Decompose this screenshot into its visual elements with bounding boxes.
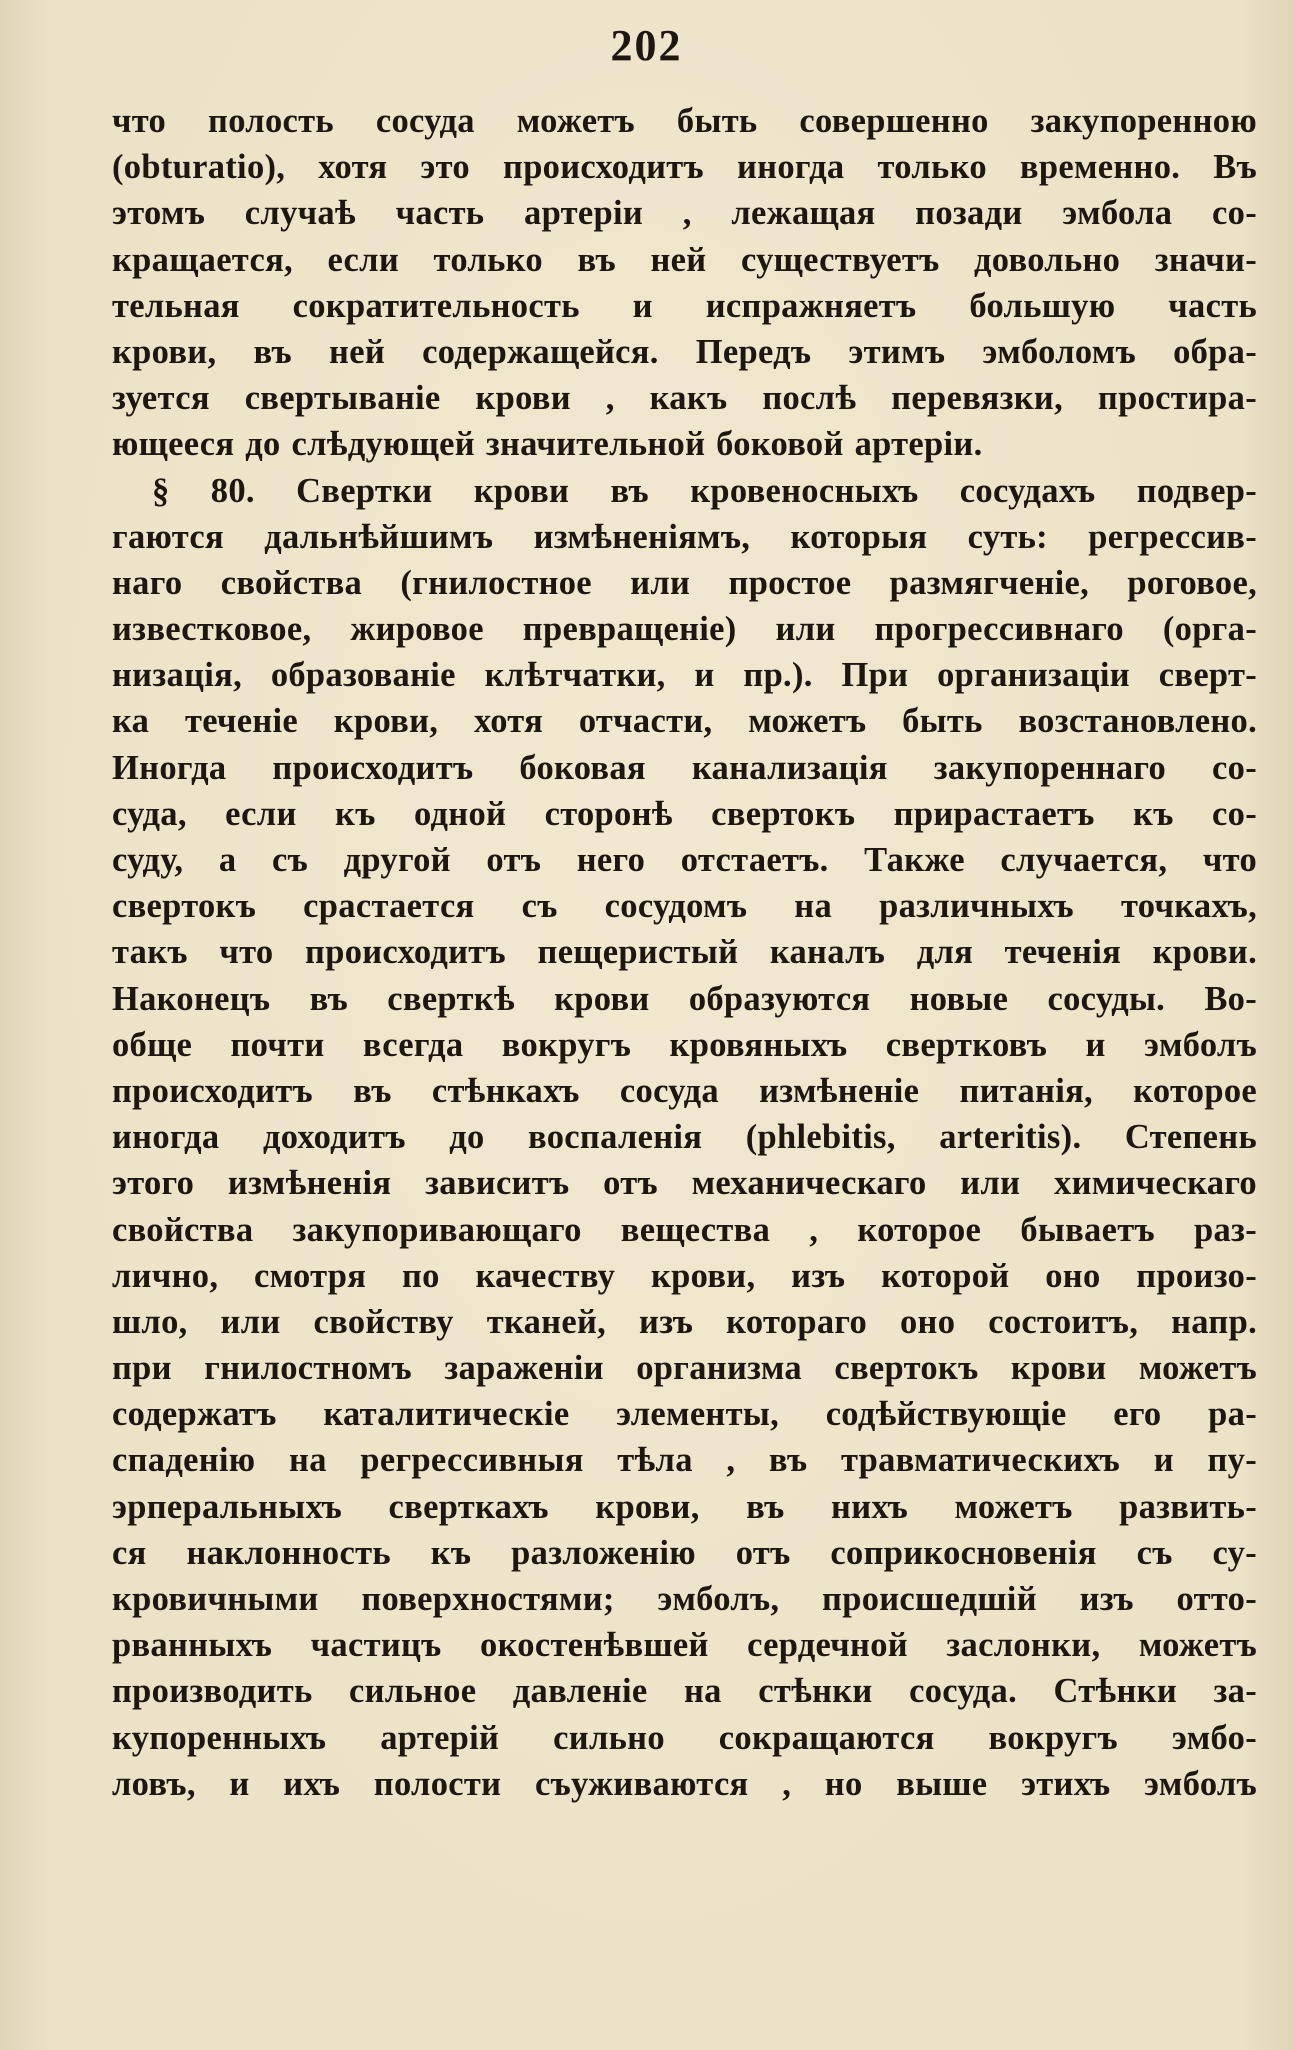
text-line: наго свойства (гнилостное или простое размягченіе, роговое, <box>112 563 1257 602</box>
text-line: ся наклонность къ разложенію отъ соприкосновенія съ су- <box>112 1533 1257 1572</box>
text-line: обще почти всегда вокругъ кровяныхъ свертковъ и эмболъ <box>112 1025 1257 1064</box>
text-line: содержатъ каталитическіе элементы, содѣйствующіе его ра- <box>112 1395 1257 1434</box>
page-number: 202 <box>610 21 683 70</box>
text-line: низація, образованіе клѣтчатки, и пр.). При организаціи сверт- <box>112 656 1257 695</box>
text-line: Наконецъ въ сверткѣ крови образуются новые сосуды. Во- <box>112 979 1257 1018</box>
text-line: ющееся до слѣдующей значительной боковой артеріи. <box>112 425 983 464</box>
paragraph-first-line: § 80. Свертки крови въ кровеносныхъ сосудахъ подвер- <box>152 471 1257 510</box>
text-line: ловъ, и ихъ полости съуживаются , но выше этихъ эмболъ <box>112 1764 1257 1803</box>
text-line: тельная сократительность и испражняетъ большую часть <box>112 286 1257 325</box>
body-text <box>112 98 1257 1807</box>
text-line: свертокъ срастается съ сосудомъ на различныхъ точкахъ, <box>112 887 1257 926</box>
text-line: кровичными поверхностями; эмболъ, происшедшій изъ отто- <box>112 1580 1257 1618</box>
text-line: этого измѣненія зависитъ отъ механическаго или химическаго <box>112 1164 1257 1203</box>
text-line: известковое, жировое превращеніе) или прогрессивнаго (орга- <box>112 610 1257 649</box>
text-line: ка теченіе крови, хотя отчасти, можетъ быть возстановлено. <box>112 702 1257 741</box>
text-line: зуется свертываніе крови , какъ послѣ перевязки, простира- <box>112 379 1257 418</box>
text-line: эрперальныхъ сверткахъ крови, въ нихъ можетъ развить- <box>112 1487 1257 1526</box>
text-line: (obturatio), хотя это происходитъ иногда только временно. Въ <box>112 148 1257 187</box>
text-line: Иногда происходитъ боковая канализація закупореннаго со- <box>112 748 1257 787</box>
text-line: происходитъ въ стѣнкахъ сосуда измѣненіе питанія, которое <box>112 1071 1257 1110</box>
text-line: такъ что происходитъ пещеристый каналъ для теченія крови. <box>112 933 1257 972</box>
text-line: кращается, если только въ ней существуетъ довольно значи- <box>112 240 1257 279</box>
text-line: этомъ случаѣ часть артеріи , лежащая позади эмбола со- <box>112 194 1257 233</box>
text-line: лично, смотря по качеству крови, изъ которой оно произо- <box>112 1256 1257 1295</box>
text-line: рванныхъ частицъ окостенѣвшей сердечной заслонки, можетъ <box>112 1626 1257 1665</box>
text-line: купоренныхъ артерій сильно сокращаются вокругъ эмбо- <box>112 1718 1257 1757</box>
text-line: при гнилостномъ зараженіи организма свертокъ крови можетъ <box>112 1349 1257 1388</box>
text-line: иногда доходитъ до воспаленія (phlebitis, arteritis). Степень <box>112 1118 1257 1157</box>
text-line: спаденію на регрессивныя тѣла , въ травматическихъ и пу- <box>112 1441 1257 1480</box>
text-line: суду, а съ другой отъ него отстаетъ. Также случается, что <box>112 841 1257 879</box>
text-line: крови, въ ней содержащейся. Передъ этимъ эмболомъ обра- <box>112 332 1257 371</box>
text-line: свойства закупоривающаго вещества , которое бываетъ раз- <box>112 1210 1257 1249</box>
text-line: гаются дальнѣйшимъ измѣненіямъ, которыя суть: регрессив- <box>112 517 1257 556</box>
text-line: суда, если къ одной сторонѣ свертокъ прирастаетъ къ со- <box>112 794 1257 833</box>
text-line: производить сильное давленіе на стѣнки сосуда. Стѣнки за- <box>112 1672 1257 1711</box>
text-line: шло, или свойству тканей, изъ котораго оно состоитъ, напр. <box>112 1302 1257 1341</box>
text-line: что полость сосуда можетъ быть совершенно закупоренною <box>112 102 1257 140</box>
